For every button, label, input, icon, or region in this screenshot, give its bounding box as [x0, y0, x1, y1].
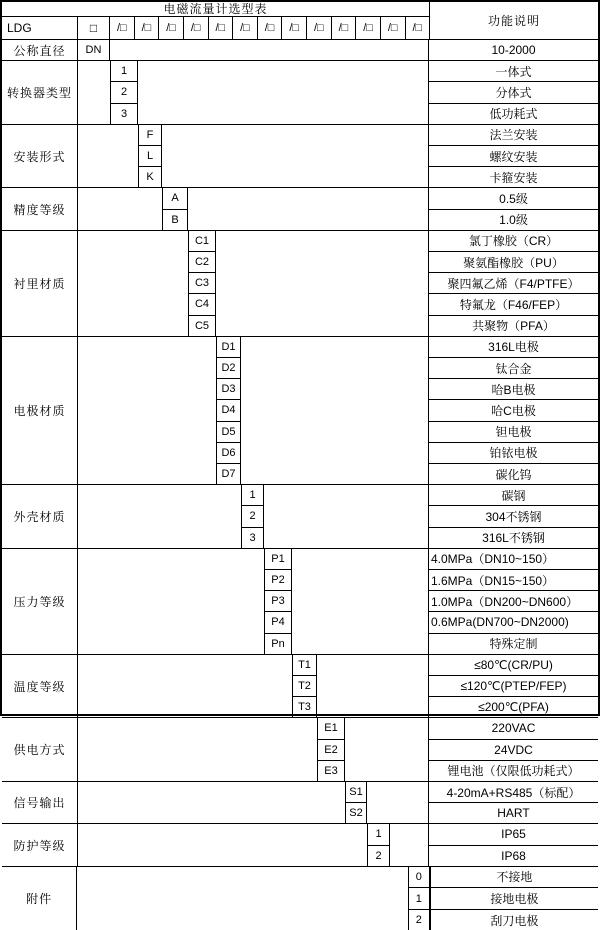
code-cell: 3 [120, 107, 128, 120]
code-cell: 3 [249, 531, 256, 544]
category-cell: 压力等级 [2, 549, 78, 654]
desc-cell: 特氟龙（F46/FEP） [429, 294, 598, 315]
model-slot-box: /□ [307, 17, 332, 39]
code-cell: C5 [194, 319, 210, 332]
model-slot-box: /□ [209, 17, 234, 39]
code-cell: D7 [221, 468, 236, 481]
desc-cell: 4-20mA+RS485（标配） [429, 782, 598, 803]
code-cell: S1 [346, 782, 366, 803]
category-cell: 温度等级 [2, 655, 78, 718]
code-cell: D6 [217, 443, 240, 464]
code-cell: 0 [409, 867, 429, 889]
category-cell: 精度等级 [2, 188, 78, 229]
code-cell: E3 [324, 764, 338, 777]
code-column [317, 718, 345, 781]
group-row [2, 549, 598, 655]
model-slot-box: /□ [332, 17, 357, 39]
desc-cell: 24VDC [429, 740, 598, 761]
desc-column [428, 231, 598, 336]
code-column [110, 61, 138, 124]
code-cell: C2 [189, 252, 215, 273]
group-row [2, 40, 598, 61]
desc-column [428, 824, 598, 865]
desc-cell: 铂铱电极 [429, 443, 598, 464]
right-spacer [216, 231, 428, 336]
function-desc-header: 功能说明 [429, 2, 598, 39]
code-cell: 1 [111, 61, 137, 82]
page-title: 电磁流量计选型表 [2, 2, 429, 17]
group-row [2, 655, 598, 719]
right-spacer [317, 655, 428, 718]
code-column [292, 655, 317, 718]
model-slot-box: /□ [381, 17, 406, 39]
desc-cell: 卡箍安装 [489, 170, 538, 185]
group-row [2, 337, 598, 485]
code-cell: DN [85, 44, 102, 57]
desc-cell: 聚四氟乙烯（F4/PTFE） [429, 273, 598, 294]
model-slot-box: /□ [233, 17, 258, 39]
code-cell: 2 [415, 914, 422, 927]
desc-cell: 共聚物（PFA） [472, 319, 555, 334]
right-spacer [138, 61, 428, 124]
model-slot-box: /□ [258, 17, 283, 39]
code-column [408, 867, 430, 930]
category-cell: 供电方式 [2, 718, 78, 781]
code-cell: T2 [293, 676, 316, 697]
desc-cell: 一体式 [429, 61, 598, 82]
desc-cell: IP65 [429, 824, 598, 845]
desc-cell: 1.0MPa（DN200~DN600） [429, 591, 598, 612]
category-cell: 安装形式 [2, 125, 78, 188]
desc-cell: 特殊定制 [489, 637, 538, 652]
desc-cell: ≤120℃(PTEP/FEP) [429, 676, 598, 697]
desc-cell: 碳钢 [429, 485, 598, 506]
right-spacer [188, 188, 428, 229]
desc-column [428, 655, 598, 718]
left-spacer [78, 718, 317, 781]
model-prefix-label: LDG [2, 17, 78, 39]
code-cell: 1 [242, 485, 263, 506]
left-spacer [78, 337, 216, 484]
desc-cell: 1.6MPa（DN15~150） [429, 570, 598, 591]
right-spacer [390, 824, 428, 865]
code-cell: C1 [189, 231, 215, 252]
code-cell: T1 [293, 655, 316, 676]
category-cell: 衬里材质 [2, 231, 78, 336]
code-cell: F [139, 125, 161, 146]
model-slot-box: /□ [412, 22, 423, 34]
code-cell: E2 [318, 740, 344, 761]
code-cell: 2 [111, 82, 137, 103]
group-row [2, 188, 598, 230]
code-column [162, 188, 188, 229]
desc-cell: 1.0级 [499, 213, 528, 228]
group-row [2, 231, 598, 337]
desc-cell: 4.0MPa（DN10~150） [429, 549, 598, 570]
code-column [367, 824, 390, 865]
model-base-box: □ [78, 17, 110, 39]
code-column [345, 782, 367, 823]
code-cell: D2 [217, 358, 240, 379]
category-cell: 转换器类型 [2, 61, 78, 124]
desc-column [430, 867, 598, 930]
group-row [2, 125, 598, 189]
code-cell: S2 [349, 807, 363, 820]
code-cell: K [146, 171, 154, 184]
code-cell: T3 [298, 701, 311, 714]
code-column [78, 40, 110, 60]
category-cell: 电极材质 [2, 337, 78, 484]
group-row [2, 718, 598, 782]
left-spacer [78, 188, 162, 229]
desc-column [428, 125, 598, 188]
code-cell: 1 [409, 888, 429, 910]
selection-groups [2, 40, 598, 930]
desc-cell: 0.6MPa(DN700~DN2000) [429, 612, 598, 633]
desc-cell: 316L不锈钢 [482, 531, 545, 546]
right-spacer [367, 782, 428, 823]
code-cell: 1 [368, 824, 389, 845]
desc-cell: 分体式 [429, 82, 598, 103]
model-slot-box: /□ [110, 17, 135, 39]
desc-cell: 哈C电极 [429, 400, 598, 421]
group-row [2, 782, 598, 824]
left-spacer [78, 485, 241, 548]
code-column [138, 125, 162, 188]
desc-column [428, 337, 598, 484]
category-cell: 外壳材质 [2, 485, 78, 548]
left-spacer [78, 231, 188, 336]
code-cell: A [163, 188, 187, 209]
desc-cell: 220VAC [429, 718, 598, 739]
left-spacer [78, 824, 367, 865]
left-spacer [78, 655, 292, 718]
code-cell: C3 [189, 273, 215, 294]
model-slot-box: /□ [356, 17, 381, 39]
code-column [216, 337, 241, 484]
code-cell: B [171, 213, 179, 226]
desc-cell: 哈B电极 [429, 379, 598, 400]
desc-column [428, 782, 598, 823]
desc-cell: ≤200℃(PFA) [478, 700, 549, 715]
code-column [264, 549, 292, 654]
desc-column [428, 188, 598, 229]
desc-cell: 聚氨酯橡胶（PU） [429, 252, 598, 273]
desc-cell: 刮刀电极 [490, 913, 539, 928]
table-header-left [2, 2, 429, 39]
category-cell: 附件 [2, 867, 77, 930]
right-spacer [264, 485, 428, 548]
group-row [2, 485, 598, 549]
code-cell: D3 [217, 379, 240, 400]
code-cell: 2 [242, 506, 263, 527]
left-spacer [78, 549, 264, 654]
desc-column [428, 61, 598, 124]
desc-column [428, 549, 598, 654]
code-cell: L [139, 146, 161, 167]
desc-column [428, 40, 598, 60]
desc-cell: HART [497, 806, 530, 821]
desc-cell: 氯丁橡胶（CR） [429, 231, 598, 252]
group-row [2, 61, 598, 125]
desc-cell: 碳化钨 [495, 467, 532, 482]
category-cell: 公称直径 [2, 40, 78, 60]
desc-cell: 低功耗式 [489, 107, 538, 122]
right-spacer [241, 337, 428, 484]
desc-cell: 不接地 [431, 867, 598, 889]
left-spacer [77, 867, 408, 930]
code-cell: P4 [265, 612, 291, 633]
desc-cell: 0.5级 [429, 188, 598, 209]
code-cell: P1 [265, 549, 291, 570]
model-slot-box: /□ [135, 17, 160, 39]
category-cell: 防护等级 [2, 824, 78, 865]
table-header [2, 2, 598, 40]
left-spacer [78, 61, 110, 124]
code-column [188, 231, 216, 336]
desc-cell: 10-2000 [491, 43, 536, 58]
code-cell: P3 [265, 591, 291, 612]
desc-cell: 钛合金 [429, 358, 598, 379]
group-row [2, 867, 598, 930]
right-spacer [110, 40, 428, 60]
code-cell: D1 [217, 337, 240, 358]
desc-cell: 304不锈钢 [429, 506, 598, 527]
code-cell: D4 [217, 400, 240, 421]
left-spacer [78, 125, 138, 188]
desc-cell: IP68 [501, 848, 526, 863]
desc-cell: 螺纹安装 [429, 146, 598, 167]
desc-cell: 钽电极 [429, 422, 598, 443]
code-cell: D5 [217, 422, 240, 443]
category-cell: 信号输出 [2, 782, 78, 823]
model-slot-box: /□ [282, 17, 307, 39]
right-spacer [162, 125, 428, 188]
code-cell: Pn [271, 637, 285, 650]
group-row [2, 824, 598, 866]
code-cell: 2 [375, 849, 382, 862]
code-column [241, 485, 264, 548]
code-cell: C4 [189, 294, 215, 315]
right-spacer [292, 549, 428, 654]
model-code-row [2, 17, 429, 39]
desc-cell: 接地电极 [431, 888, 598, 910]
desc-cell: 锂电池（仅限低功耗式） [447, 764, 580, 779]
right-spacer [345, 718, 428, 781]
model-slot-box: /□ [184, 17, 209, 39]
model-slot-box: /□ [159, 17, 184, 39]
code-cell: E1 [318, 718, 344, 739]
left-spacer [78, 782, 345, 823]
desc-cell: 316L电极 [429, 337, 598, 358]
desc-column [428, 485, 598, 548]
desc-column [428, 718, 598, 781]
code-cell: P2 [265, 570, 291, 591]
desc-cell: 法兰安装 [429, 125, 598, 146]
desc-cell: ≤80℃(CR/PU) [429, 655, 598, 676]
